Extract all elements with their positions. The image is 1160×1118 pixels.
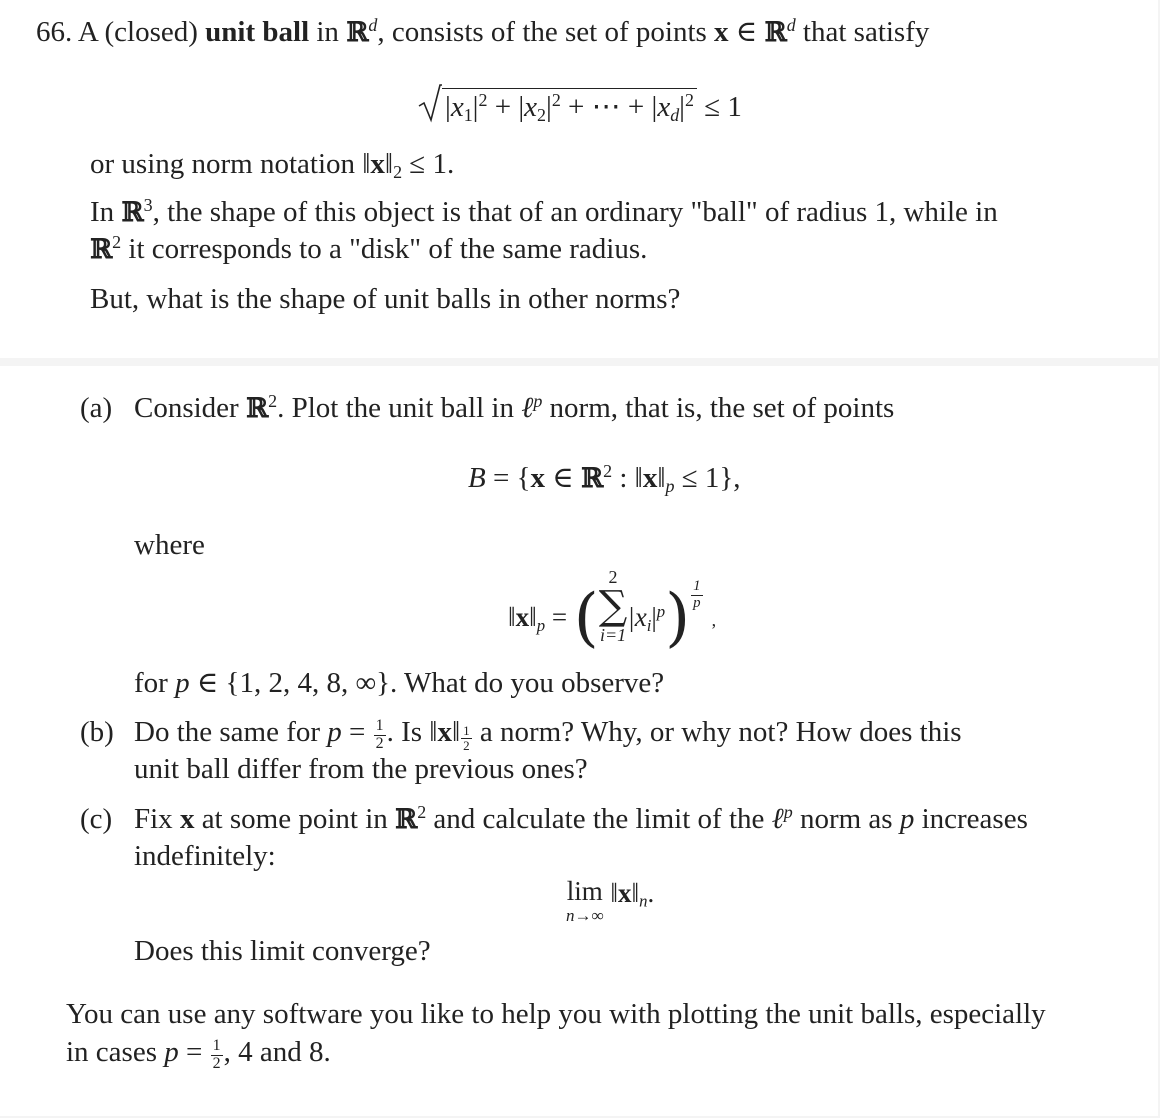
- summation: 2 ∑ i=1: [598, 567, 628, 645]
- part-b-label: (b): [80, 716, 114, 748]
- r2-description-line: ℝ$^2$ it corresponds to a "disk" of the same radius.: [90, 232, 648, 265]
- problem-number: 66.: [36, 16, 73, 48]
- limit-operator: lim n→∞: [566, 876, 604, 925]
- part-c-label: (c): [80, 803, 113, 835]
- part-c-line2: indefinitely:: [134, 840, 276, 872]
- converge-question: Does this limit converge?: [134, 935, 431, 967]
- euclidean-norm-equation: $|x_1|^2 + |x_2|^2$ + ⋯ + $|x_d|^2 \le 1$: [418, 84, 742, 124]
- exponent-fraction: $\frac{1}{p}$: [693, 578, 701, 611]
- part-b-line2: unit ball differ from the previous ones?: [134, 753, 588, 785]
- intro-line: 66. A (closed) unit ball in ℝ$^d$, consists of the set of points x ∈ ℝ$^d$ that satisfy: [36, 15, 930, 48]
- unit-ball-set-equation: B = {x ∈ ℝ$^2$ : $‖x‖_p \le 1$},: [468, 461, 741, 497]
- p-norm-definition: $‖x‖_p$ = ( 2 ∑ i=1 $|x_i|^p$) $\frac{1}{p}$ ,: [508, 567, 717, 655]
- part-a-label: (a): [80, 392, 113, 424]
- norm-notation-line: or using norm notation $‖x‖_2 \le 1$.: [90, 148, 455, 183]
- part-c-line1: Fix x at some point in ℝ$^2$ and calculate the limit of the ℓ$^p$ norm as p increases: [134, 802, 1028, 835]
- norm-sub-fraction: $\frac{1}{2}$: [463, 723, 470, 754]
- sqrt-radicand: $|x_1|^2 + |x_2|^2$ + ⋯ + $|x_d|^2$: [442, 88, 697, 124]
- half-fraction: $\frac{1}{2}$: [375, 716, 384, 752]
- sqrt-expression: [418, 84, 697, 124]
- footer-line1: You can use any software you like to help you with plotting the unit balls, especially: [66, 998, 1046, 1030]
- where-label: where: [134, 529, 205, 561]
- main-question: But, what is the shape of unit balls in other norms?: [90, 283, 681, 315]
- part-b-line1: Do the same for p = $\frac{1}{2}$ . Is ‖x‖ $\frac{1}{2}$ a norm? Why, or why not? How does this: [134, 716, 962, 754]
- term-unit-ball: unit ball: [205, 16, 310, 48]
- p-values-line: for p ∈ {1, 2, 4, 8, ∞}. What do you observe?: [134, 667, 665, 699]
- footer-line2: in cases p = $\frac{1}{2}$ , 4 and 8.: [66, 1036, 331, 1072]
- limit-expression: lim n→∞ $‖x‖_n$.: [566, 876, 655, 925]
- sqrt-symbol: [418, 84, 442, 124]
- footer-half-fraction: $\frac{1}{2}$: [212, 1036, 221, 1072]
- part-a-line1: Consider ℝ$^2$. Plot the unit ball in ℓ$^p$ norm, that is, the set of points: [134, 391, 895, 424]
- r3-description-line: In ℝ$^3$, the shape of this object is that of an ordinary "ball" of radius 1, while in: [90, 195, 998, 228]
